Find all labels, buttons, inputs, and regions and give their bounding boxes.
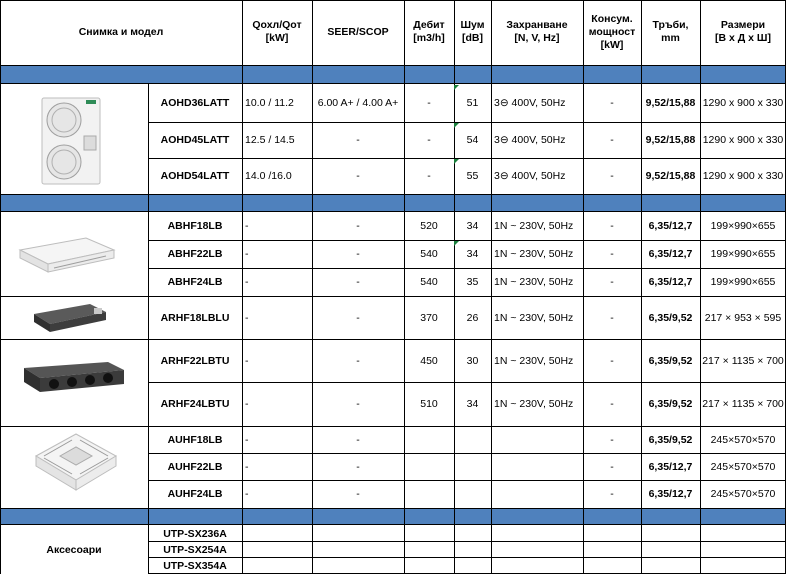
noise-cell: 34	[466, 248, 479, 260]
header-capacity	[242, 0, 312, 64]
pipes-cell: 9,52/15,88	[645, 97, 696, 109]
pipes-cell: 9,52/15,88	[645, 134, 696, 146]
seer-cell: -	[356, 220, 360, 232]
header-pipes-text: Тръби, mm	[652, 19, 689, 44]
header-seer: SEER/SCOP	[327, 25, 389, 38]
consumption-cell: -	[610, 433, 614, 446]
comment-marker-icon	[454, 123, 459, 128]
flow-cell: 540	[420, 276, 438, 288]
grid-line-h	[148, 268, 786, 269]
power-cell: 1N ~ 230V, 50Hz	[494, 398, 574, 410]
flow-cell: -	[427, 170, 431, 182]
consumption-cell: -	[610, 460, 614, 473]
model-cell: ABHF18LB	[167, 220, 223, 232]
grid-line-h	[148, 158, 786, 159]
header-pipes	[641, 0, 700, 64]
noise-cell	[454, 426, 491, 453]
noise-cell: 34	[466, 220, 479, 232]
noise-cell: 54	[466, 134, 479, 146]
header-consumption-text: Консум. мощност [kW]	[588, 12, 636, 51]
dims-cell: 1290 x 900 x 330	[702, 97, 784, 109]
section-band	[0, 195, 786, 212]
duct-unit-small-image	[30, 300, 110, 336]
comment-marker-icon	[454, 159, 459, 164]
pipes-cell: 6,35/12,7	[648, 276, 693, 288]
flow-cell: 540	[420, 248, 438, 260]
comment-marker-icon	[454, 241, 459, 246]
flow-cell: 450	[420, 354, 438, 367]
dims-cell: 217 × 1135 × 700	[702, 398, 784, 410]
grid-line-h	[0, 296, 786, 297]
pipes-cell: 9,52/15,88	[645, 170, 696, 182]
grid-line-v	[404, 0, 405, 574]
power-cell: 1N ~ 230V, 50Hz	[494, 354, 574, 367]
pipes-cell: 6,35/9,52	[648, 354, 693, 367]
grid-line-h	[0, 194, 786, 195]
seer-cell: -	[356, 460, 360, 473]
flow-cell: -	[427, 97, 431, 109]
header-image-model: Снимка и модел	[78, 25, 164, 38]
model-cell: ARHF24LBTU	[160, 398, 230, 410]
capacity-cell: -	[245, 433, 249, 446]
consumption-cell: -	[610, 134, 614, 146]
model-cell: AUHF22LB	[167, 460, 223, 473]
capacity-cell: 12.5 / 14.5	[245, 134, 295, 146]
model-cell: AUHF18LB	[167, 433, 223, 446]
header-consumption	[583, 0, 641, 64]
seer-cell: 6.00 A+ / 4.00 A+	[317, 97, 399, 109]
grid-line-h	[148, 240, 786, 241]
grid-line-h	[0, 83, 786, 84]
model-cell: ARHF18LBLU	[160, 311, 230, 324]
dims-cell: 199×990×655	[710, 248, 776, 260]
grid-line-h	[0, 508, 786, 509]
power-cell: 3⊖ 400V, 50Hz	[494, 134, 566, 146]
grid-line-h	[0, 0, 786, 1]
header-dimensions	[700, 0, 786, 64]
dims-cell: 199×990×655	[710, 276, 776, 288]
consumption-cell: -	[610, 398, 614, 410]
power-cell	[491, 453, 583, 480]
flow-cell: 370	[420, 311, 438, 324]
dims-cell: 199×990×655	[710, 220, 776, 232]
pipes-cell: 6,35/12,7	[648, 248, 693, 260]
seer-cell: -	[356, 170, 360, 182]
grid-line-h	[0, 65, 786, 66]
seer-cell: -	[356, 311, 360, 324]
capacity-cell: -	[245, 276, 249, 288]
capacity-cell: 14.0 /16.0	[245, 170, 292, 182]
accessories-label: Аксесоари	[46, 543, 102, 556]
header-capacity-text: Qохл/Qот [kW]	[252, 19, 302, 44]
accessory-model-cell: UTP-SX254A	[163, 543, 227, 556]
dims-cell: 245×570×570	[710, 460, 776, 473]
pipes-cell: 6,35/12,7	[648, 488, 693, 500]
model-cell: AOHD36LATT	[160, 97, 230, 109]
accessory-model-cell: UTP-SX354A	[163, 559, 227, 572]
power-cell: 1N ~ 230V, 50Hz	[494, 220, 574, 232]
flow-cell: 510	[420, 398, 438, 410]
grid-line-v	[242, 0, 243, 574]
header-flow	[404, 0, 454, 64]
power-cell: 1N ~ 230V, 50Hz	[494, 311, 574, 324]
flow-cell	[404, 453, 454, 480]
dims-cell: 1290 x 900 x 330	[702, 134, 784, 146]
power-cell: 3⊖ 400V, 50Hz	[494, 170, 566, 182]
ceiling-unit-image	[14, 232, 118, 276]
duct-unit-large-image	[20, 360, 128, 396]
header-power-supply-text: Захранване [N, V, Hz]	[506, 19, 568, 44]
capacity-cell: 10.0 / 11.2	[245, 97, 294, 109]
grid-line-h	[0, 524, 786, 525]
capacity-cell: -	[245, 460, 249, 473]
model-cell: ABHF24LB	[167, 276, 223, 288]
flow-cell	[404, 480, 454, 508]
consumption-cell: -	[610, 488, 614, 500]
grid-line-v	[700, 0, 701, 574]
grid-line-h	[148, 557, 786, 558]
grid-line-v	[312, 0, 313, 574]
pipes-cell: 6,35/9,52	[648, 311, 693, 324]
consumption-cell: -	[610, 248, 614, 260]
comment-marker-icon	[454, 85, 459, 90]
power-cell: 3⊖ 400V, 50Hz	[494, 97, 566, 109]
grid-line-h	[0, 211, 786, 212]
capacity-cell: -	[245, 248, 249, 260]
dims-cell: 217 × 1135 × 700	[702, 354, 784, 367]
seer-cell: -	[356, 488, 360, 500]
grid-line-h	[148, 453, 786, 454]
grid-line-v	[583, 0, 584, 574]
power-cell: 1N ~ 230V, 50Hz	[494, 248, 574, 260]
outdoor-unit-image	[40, 96, 102, 188]
dims-cell: 245×570×570	[710, 433, 776, 446]
noise-cell: 35	[466, 276, 479, 288]
consumption-cell: -	[610, 276, 614, 288]
seer-cell: -	[356, 134, 360, 146]
dims-cell: 1290 x 900 x 330	[702, 170, 784, 182]
consumption-cell: -	[610, 97, 614, 109]
cassette-unit-image	[30, 430, 120, 496]
dims-cell: 245×570×570	[710, 488, 776, 500]
power-cell	[491, 426, 583, 453]
header-power-supply	[491, 0, 583, 64]
grid-line-h	[148, 382, 786, 383]
pipes-cell: 6,35/9,52	[648, 433, 693, 446]
capacity-cell: -	[245, 398, 249, 410]
flow-cell: -	[427, 134, 431, 146]
noise-cell: 34	[466, 398, 479, 410]
dims-cell: 217 × 953 × 595	[704, 311, 782, 324]
grid-line-h	[148, 122, 786, 123]
capacity-cell: -	[245, 311, 249, 324]
power-cell: 1N ~ 230V, 50Hz	[494, 276, 574, 288]
noise-cell: 30	[466, 354, 479, 367]
consumption-cell: -	[610, 311, 614, 324]
flow-cell: 520	[420, 220, 438, 232]
capacity-cell: -	[245, 220, 249, 232]
model-cell: ABHF22LB	[167, 248, 223, 260]
section-band	[0, 66, 786, 83]
seer-cell: -	[356, 276, 360, 288]
seer-cell: -	[356, 398, 360, 410]
grid-line-v	[641, 0, 642, 574]
grid-line-v	[491, 0, 492, 574]
grid-line-h	[0, 339, 786, 340]
grid-line-v	[0, 0, 1, 574]
header-noise	[454, 0, 491, 64]
consumption-cell: -	[610, 220, 614, 232]
seer-cell: -	[356, 248, 360, 260]
grid-line-h	[148, 480, 786, 481]
pipes-cell: 6,35/12,7	[648, 220, 693, 232]
pipes-cell: 6,35/12,7	[648, 460, 693, 473]
seer-cell: -	[356, 354, 360, 367]
section-band	[0, 508, 786, 525]
grid-line-h	[148, 541, 786, 542]
accessory-model-cell: UTP-SX236A	[163, 527, 227, 540]
capacity-cell: -	[245, 354, 249, 367]
grid-line-h	[0, 426, 786, 427]
consumption-cell: -	[610, 354, 614, 367]
header-noise-text: Шум [dB]	[460, 19, 485, 44]
consumption-cell: -	[610, 170, 614, 182]
noise-cell	[454, 453, 491, 480]
model-cell: AUHF24LB	[167, 488, 223, 500]
model-cell: AOHD54LATT	[160, 170, 230, 182]
noise-cell	[454, 480, 491, 508]
pipes-cell: 6,35/9,52	[648, 398, 693, 410]
noise-cell: 26	[466, 311, 479, 324]
model-cell: AOHD45LATT	[160, 134, 230, 146]
header-flow-text: Дебит [m3/h]	[413, 19, 445, 44]
power-cell	[491, 480, 583, 508]
capacity-cell: -	[245, 488, 249, 500]
flow-cell	[404, 426, 454, 453]
noise-cell: 55	[466, 170, 479, 182]
seer-cell: -	[356, 433, 360, 446]
model-cell: ARHF22LBTU	[160, 354, 230, 367]
noise-cell: 51	[466, 97, 479, 109]
header-dimensions-text: Размери [В х Д х Ш]	[715, 19, 771, 44]
